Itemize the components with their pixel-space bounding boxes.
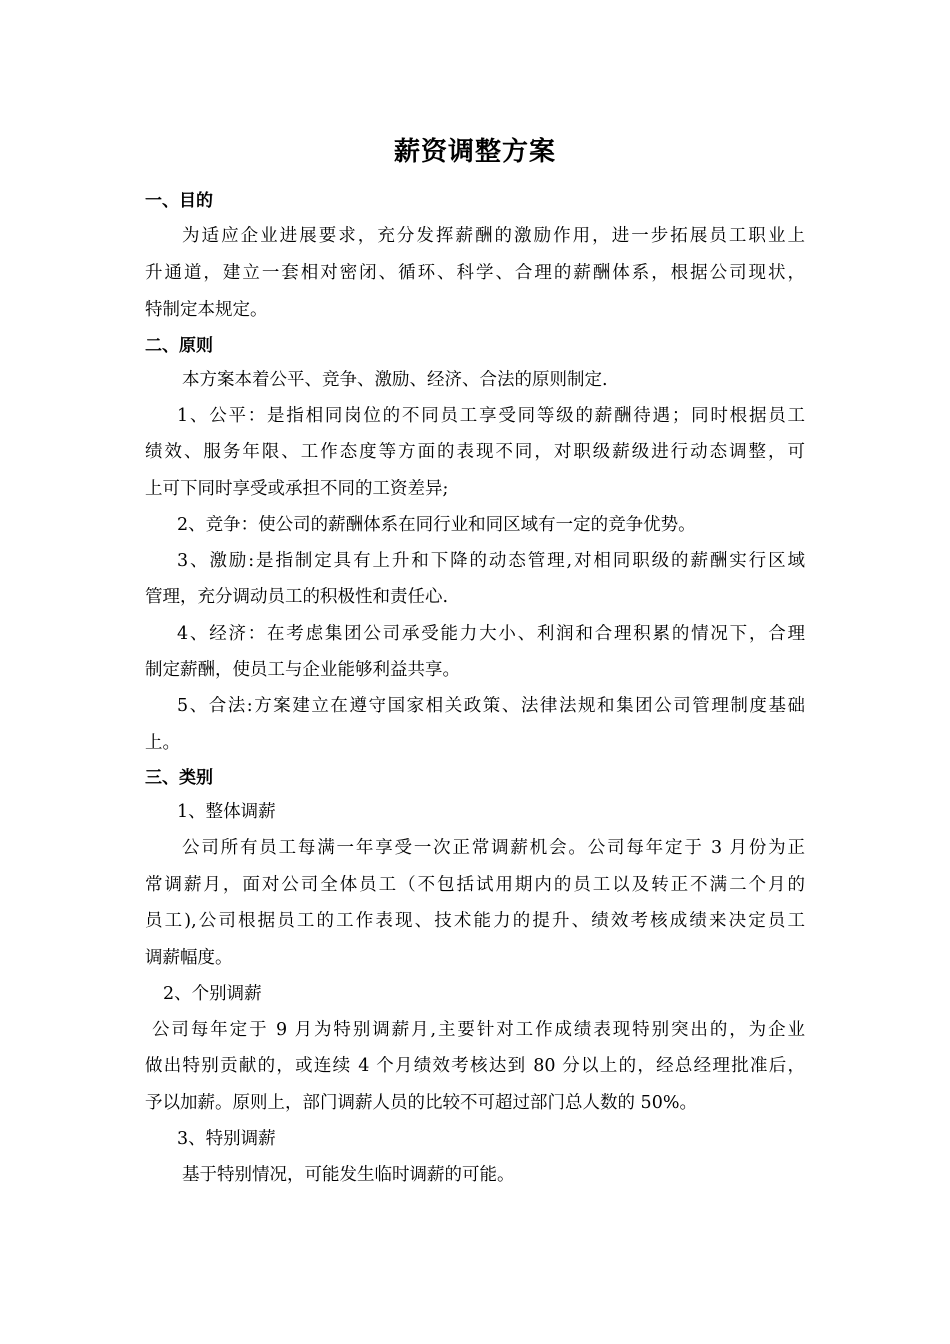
paragraph-line: 2、竞争：使公司的薪酬体系在同行业和同区域有一定的竞争优势。 (177, 515, 696, 535)
document-title: 薪资调整方案 (393, 137, 556, 167)
paragraph-line: 1、公平：是指相同岗位的不同员工享受同等级的薪酬待遇；同时根据员工 (177, 406, 805, 426)
paragraph-line: 常调薪月，面对公司全体员工（不包括试用期内的员工以及转正不满二个月的 (145, 875, 805, 895)
paragraph-line: 上。 (145, 733, 180, 753)
paragraph-line: 特制定本规定。 (145, 300, 268, 320)
subheading-individual-adjustment: 2、个别调薪 (163, 984, 262, 1004)
paragraph-line: 升通道，建立一套相对密闭、循环、科学、合理的薪酬体系，根据公司现状， (145, 263, 805, 283)
paragraph-line: 4、经济：在考虑集团公司承受能力大小、利润和合理积累的情况下，合理 (177, 624, 805, 644)
paragraph-line: 制定薪酬，使员工与企业能够利益共享。 (145, 660, 460, 680)
paragraph-line: 本方案本着公平、竞争、激励、经济、合法的原则制定. (182, 370, 608, 390)
subheading-special-adjustment: 3、特别调薪 (177, 1129, 276, 1149)
paragraph-line: 做出特别贡献的，或连续 4 个月绩效考核达到 80 分以上的，经总经理批准后， (145, 1056, 805, 1076)
paragraph-line: 为适应企业进展要求，充分发挥薪酬的激励作用，进一步拓展员工职业上 (182, 226, 805, 246)
section-heading-purpose: 一、目的 (145, 191, 213, 211)
paragraph-line: 公司每年定于 9 月为特别调薪月,主要针对工作成绩表现特别突出的，为企业 (152, 1020, 805, 1040)
paragraph-line: 公司所有员工每满一年享受一次正常调薪机会。公司每年定于 3 月份为正 (182, 838, 805, 858)
paragraph-line: 上可下同时享受或承担不同的工资差异; (145, 479, 449, 499)
section-heading-principles: 二、原则 (145, 336, 213, 356)
paragraph-line: 基于特别情况，可能发生临时调薪的可能。 (182, 1165, 515, 1185)
paragraph-line: 员工),公司根据员工的工作表现、技术能力的提升、绩效考核成绩来决定员工 (145, 911, 805, 931)
paragraph-line: 5、合法:方案建立在遵守国家相关政策、法律法规和集团公司管理制度基础 (177, 696, 805, 716)
section-heading-categories: 三、类别 (145, 768, 213, 788)
paragraph-line: 3、激励:是指制定具有上升和下降的动态管理,对相同职级的薪酬实行区域 (177, 551, 805, 571)
paragraph-line: 管理，充分调动员工的积极性和责任心. (145, 587, 449, 607)
paragraph-line: 予以加薪。原则上，部门调薪人员的比较不可超过部门总人数的 50%。 (145, 1093, 697, 1113)
subheading-overall-adjustment: 1、整体调薪 (177, 802, 276, 822)
paragraph-line: 绩效、服务年限、工作态度等方面的表现不同，对职级薪级进行动态调整，可 (145, 442, 805, 462)
paragraph-line: 调薪幅度。 (145, 948, 233, 968)
